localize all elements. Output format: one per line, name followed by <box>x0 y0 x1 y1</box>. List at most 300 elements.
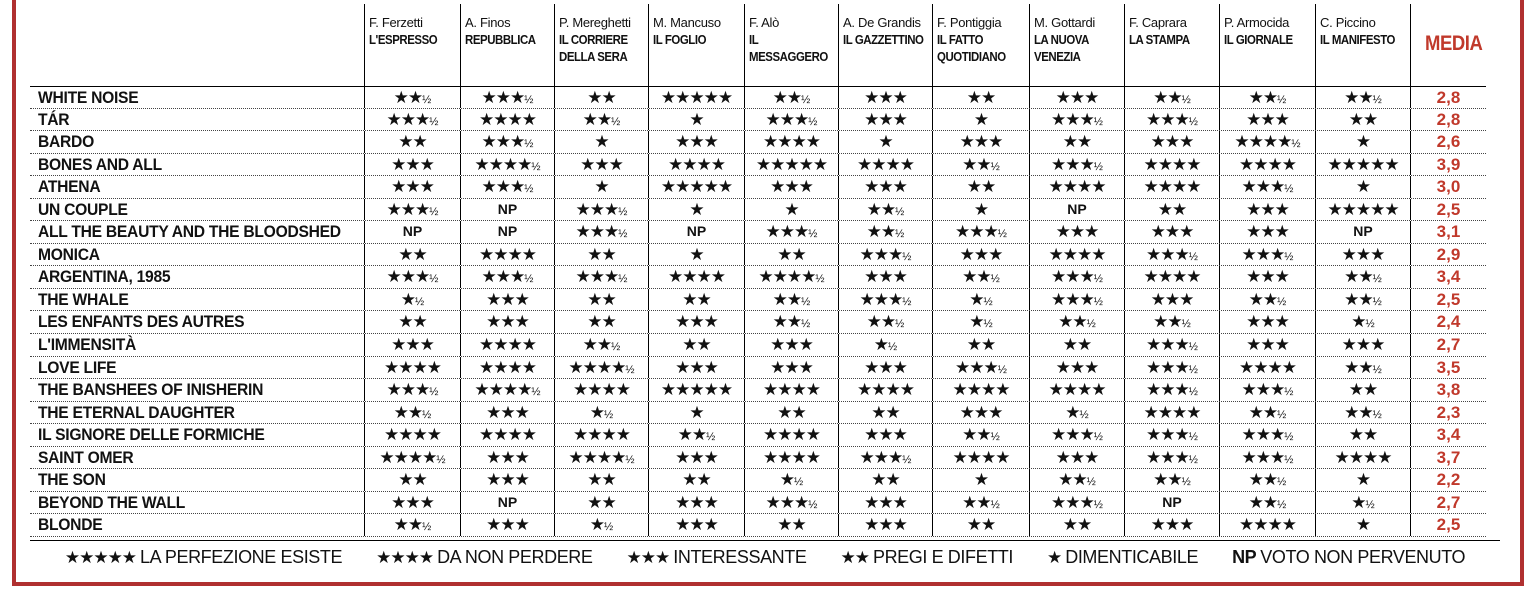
half-star: ½ <box>1365 498 1375 511</box>
film-title: TÁR <box>38 109 70 129</box>
film-title: LES ENFANTS DES AUTRES <box>38 312 245 332</box>
rating-cell: ★★★½ <box>744 109 838 131</box>
half-star: ½ <box>990 431 1000 444</box>
rating-cell: ★ <box>648 244 744 266</box>
rating-cell: ★★★ <box>1219 109 1315 131</box>
newspaper-name: IL GIORNALE <box>1224 32 1293 47</box>
rating-cell: ★★★ <box>460 447 554 469</box>
media-value: 3,7 <box>1410 447 1486 469</box>
rating-cell: ★★★ <box>1315 334 1410 356</box>
rating-cell: ★★½ <box>1124 311 1219 333</box>
half-star: ½ <box>801 318 811 331</box>
legend-item <box>840 547 1013 568</box>
critic-header <box>648 4 744 86</box>
rating-cell: ★★ <box>932 87 1029 108</box>
rating-cell: ★★★½ <box>460 266 554 288</box>
critic-header <box>1219 4 1315 86</box>
rating-cell: ★★★½ <box>1219 176 1315 198</box>
half-star: ½ <box>1093 160 1103 173</box>
half-star: ½ <box>524 94 534 106</box>
half-star: ½ <box>801 295 811 308</box>
rating-cell: ★★½ <box>364 402 460 424</box>
rating-cell: ★½ <box>932 289 1029 311</box>
rating-cell: ★★½ <box>364 514 460 536</box>
half-star: ½ <box>611 341 621 354</box>
rating-cell: ★★★½ <box>1124 109 1219 131</box>
rating-cell: ★★½ <box>744 311 838 333</box>
rating-cell: ★★★½ <box>1124 334 1219 356</box>
rating-cell: ★★★ <box>744 176 838 198</box>
half-star: ½ <box>531 386 541 399</box>
media-value: 2,4 <box>1410 311 1486 333</box>
rating-cell: ★★★★★ <box>648 176 744 198</box>
rating-cell: ★★★½ <box>744 492 838 514</box>
film-title: UN COUPLE <box>38 199 128 219</box>
rating-cell: ★★★ <box>1124 289 1219 311</box>
critic-header <box>1124 4 1219 86</box>
rating-cell: ★★★★ <box>1315 447 1410 469</box>
rating-cell: ★★★½ <box>554 199 648 221</box>
half-star: ½ <box>422 408 432 421</box>
half-star: ½ <box>1079 408 1089 421</box>
rating-cell: ★★½ <box>1315 289 1410 311</box>
rating-cell: ★★★★ <box>744 424 838 446</box>
half-star: ½ <box>415 295 425 308</box>
rating-cell: ★★½ <box>744 289 838 311</box>
rating-cell: ★ <box>1315 514 1410 536</box>
half-star: ½ <box>808 498 818 511</box>
half-star: ½ <box>524 273 534 286</box>
table-row <box>30 311 1486 334</box>
critic-name: A. Finos <box>465 15 511 30</box>
rating-cell: ★★½ <box>554 334 648 356</box>
media-value: 2,8 <box>1410 87 1486 108</box>
media-value: 2,8 <box>1410 109 1486 131</box>
critic-header <box>838 4 932 86</box>
rating-cell: ★★★★★ <box>648 87 744 108</box>
rating-cell: ★★★ <box>1124 221 1219 243</box>
rating-cell: ★★★★★ <box>744 154 838 176</box>
critic-name: F. Pontiggia <box>937 15 1002 30</box>
half-star: ½ <box>604 408 614 421</box>
half-star: ½ <box>1284 250 1294 263</box>
half-star: ½ <box>902 453 912 466</box>
media-value: 2,5 <box>1410 199 1486 221</box>
half-star: ½ <box>1372 295 1382 308</box>
rating-cell: ★★ <box>554 289 648 311</box>
rating-cell: ★★ <box>364 469 460 491</box>
film-title: L'IMMENSITÀ <box>38 335 136 355</box>
rating-cell: ★★½ <box>744 87 838 108</box>
media-label: MEDIA <box>1425 32 1483 55</box>
rating-cell: ★★★★ <box>1029 379 1124 401</box>
rating-cell: ★★ <box>1029 131 1124 153</box>
legend-item <box>376 547 592 568</box>
half-star: ½ <box>1086 476 1096 489</box>
rating-cell: ★★★★ <box>1029 176 1124 198</box>
half-star: ½ <box>618 205 628 218</box>
rating-cell: ★★★½ <box>1219 244 1315 266</box>
rating-cell: ★★★½ <box>554 266 648 288</box>
film-title: IL SIGNORE DELLE FORMICHE <box>38 425 265 445</box>
rating-cell: ★★★ <box>1124 131 1219 153</box>
media-value: 2,5 <box>1410 289 1486 311</box>
rating-cell: ★★★½ <box>1124 244 1219 266</box>
rating-cell: ★★★½ <box>1029 424 1124 446</box>
rating-cell: ★★★★ <box>1124 154 1219 176</box>
critic-header <box>1315 4 1410 86</box>
rating-cell: ★★★½ <box>364 266 460 288</box>
media-value: 2,5 <box>1410 514 1486 536</box>
film-title: MONICA <box>38 244 100 264</box>
rating-cell: ★★½ <box>1315 87 1410 108</box>
rating-cell: ★★★½ <box>744 221 838 243</box>
half-star: ½ <box>1093 498 1103 511</box>
half-star: ½ <box>895 205 905 218</box>
rating-cell: ★★½ <box>838 221 932 243</box>
rating-cell: ★★½ <box>1219 492 1315 514</box>
critics-header <box>364 4 1486 86</box>
rating-cell: ★★ <box>554 311 648 333</box>
rating-cell: ★★★ <box>1219 266 1315 288</box>
rating-cell: ★★★½ <box>364 199 460 221</box>
rating-cell: ★★½ <box>1219 469 1315 491</box>
legend-stars: ★★★★★ <box>64 548 137 567</box>
half-star: ½ <box>604 521 614 534</box>
rating-cell: ★★★½ <box>1124 447 1219 469</box>
rating-cell: ★★½ <box>364 87 460 108</box>
rating-cell: ★★★½ <box>1029 492 1124 514</box>
half-star: ½ <box>429 115 439 128</box>
half-star: ½ <box>1181 476 1191 489</box>
rating-cell: ★★★★ <box>838 154 932 176</box>
half-star: ½ <box>611 115 621 128</box>
legend-item <box>65 547 342 568</box>
rating-cell: ★★★★ <box>364 424 460 446</box>
film-title: BLONDE <box>38 515 103 535</box>
half-star: ½ <box>808 115 818 128</box>
rating-cell: ★ <box>744 199 838 221</box>
rating-cell: ★★ <box>1029 514 1124 536</box>
rating-cell: ★★★ <box>838 424 932 446</box>
rating-cell: ★★★★ <box>932 447 1029 469</box>
rating-cell: ★★★★ <box>1029 244 1124 266</box>
rating-cell: ★★★★ <box>460 334 554 356</box>
rating-cell: ★★★ <box>648 514 744 536</box>
rating-cell: ★ <box>648 199 744 221</box>
half-star: ½ <box>618 228 628 241</box>
rating-cell: ★ <box>838 131 932 153</box>
rating-cell: ★★★ <box>460 289 554 311</box>
rating-cell: ★★½ <box>1124 87 1219 108</box>
media-value: 2,9 <box>1410 244 1486 266</box>
legend-item <box>1232 547 1465 568</box>
rating-cell: ★ <box>648 402 744 424</box>
legend-stars: ★★★ <box>626 548 670 567</box>
critic-name: F. Alò <box>749 15 779 30</box>
rating-cell: ★½ <box>554 402 648 424</box>
critic-header <box>554 4 648 86</box>
rating-cell: ★★½ <box>1219 402 1315 424</box>
rating-cell: ★★★ <box>1029 357 1124 379</box>
rating-cell: ★½ <box>364 289 460 311</box>
half-star: ½ <box>1277 498 1287 511</box>
rating-cell: ★★ <box>554 244 648 266</box>
critic-name: P. Armocida <box>1224 15 1290 30</box>
legend-stars: ★ <box>1046 548 1062 567</box>
rating-cell: ★★½ <box>1029 469 1124 491</box>
rating-cell: ★★½ <box>1219 87 1315 108</box>
rating-cell: ★★½ <box>838 311 932 333</box>
rating-cell: ★★★★ <box>460 244 554 266</box>
half-star: ½ <box>902 250 912 263</box>
half-star: ½ <box>1372 273 1382 286</box>
half-star: ½ <box>895 318 905 331</box>
rating-cell: ★★★½ <box>1029 154 1124 176</box>
rating-cell: ★★★ <box>1219 221 1315 243</box>
table-row <box>30 514 1486 537</box>
half-star: ½ <box>997 228 1007 241</box>
half-star: ½ <box>990 273 1000 286</box>
rating-cell: ★★★ <box>648 311 744 333</box>
film-title: THE ETERNAL DAUGHTER <box>38 402 235 422</box>
half-star: ½ <box>997 363 1007 376</box>
rating-cell: ★ <box>1315 131 1410 153</box>
rating-cell: ★ <box>932 109 1029 131</box>
newspaper-name: LA STAMPA <box>1129 32 1190 47</box>
rating-cell: NP <box>1315 221 1410 243</box>
half-star: ½ <box>1086 318 1096 331</box>
film-title: THE WHALE <box>38 289 129 309</box>
rating-cell: ★★½ <box>1219 289 1315 311</box>
half-star: ½ <box>990 160 1000 173</box>
newspaper-name: IL FATTO QUOTIDIANO <box>937 32 1006 64</box>
critic-header <box>932 4 1029 86</box>
rating-cell: ★★ <box>838 469 932 491</box>
film-title: THE BANSHEES OF INISHERIN <box>38 380 264 400</box>
half-star: ½ <box>1284 386 1294 399</box>
rating-cell: ★★★ <box>1219 311 1315 333</box>
half-star: ½ <box>1291 138 1301 151</box>
rating-cell: ★★ <box>364 311 460 333</box>
table-row <box>30 334 1486 357</box>
half-star: ½ <box>1365 318 1375 331</box>
rating-cell: ★★½ <box>932 266 1029 288</box>
rating-cell: ★★★ <box>932 244 1029 266</box>
rating-cell: ★★★★ <box>932 379 1029 401</box>
media-value: 3,1 <box>1410 221 1486 243</box>
rating-cell: ★★★★ <box>460 357 554 379</box>
rating-cell: ★★ <box>1124 199 1219 221</box>
half-star: ½ <box>1277 295 1287 308</box>
rating-cell: ★½ <box>932 311 1029 333</box>
table-row <box>30 176 1486 199</box>
rating-cell: ★★★ <box>838 109 932 131</box>
rating-cell: ★★½ <box>554 109 648 131</box>
half-star: ½ <box>895 228 905 241</box>
rating-cell: ★ <box>932 199 1029 221</box>
media-header <box>1410 4 1486 86</box>
rating-cell: ★★★★ <box>744 131 838 153</box>
half-star: ½ <box>1188 115 1198 128</box>
rating-cell: ★★★★ <box>1219 514 1315 536</box>
critic-header <box>460 4 554 86</box>
rating-cell: ★★★★ <box>1219 154 1315 176</box>
rating-cell: ★★★½ <box>932 357 1029 379</box>
table-row <box>30 447 1486 470</box>
rating-cell: ★★★★ <box>744 447 838 469</box>
rating-cell: ★★★½ <box>460 131 554 153</box>
rating-cell: ★★★ <box>648 447 744 469</box>
table-row <box>30 266 1486 289</box>
rating-cell: ★★ <box>554 87 648 108</box>
half-star: ½ <box>625 363 635 376</box>
rating-cell: ★★★★½ <box>744 266 838 288</box>
critic-header <box>1029 4 1124 86</box>
rating-cell: ★★★★ <box>460 109 554 131</box>
rating-cell: ★★★½ <box>1029 289 1124 311</box>
rating-cell: ★★★ <box>838 266 932 288</box>
half-star: ½ <box>1188 453 1198 466</box>
rating-cell: ★★ <box>838 402 932 424</box>
rating-cell: ★★½ <box>1124 469 1219 491</box>
critic-header <box>744 4 838 86</box>
rating-cell: ★★★★½ <box>364 447 460 469</box>
half-star: ½ <box>422 521 432 534</box>
film-title: ARGENTINA, 1985 <box>38 267 171 287</box>
rating-cell: ★★★ <box>1315 244 1410 266</box>
rating-cell: ★½ <box>1029 402 1124 424</box>
film-title: LOVE LIFE <box>38 357 117 377</box>
rating-cell: ★ <box>1315 469 1410 491</box>
rating-cell: ★★ <box>554 492 648 514</box>
rating-cell: ★★ <box>744 244 838 266</box>
half-star: ½ <box>1372 408 1382 421</box>
half-star: ½ <box>429 273 439 286</box>
rating-cell: ★★ <box>1315 109 1410 131</box>
newspaper-name: IL FOGLIO <box>653 32 707 47</box>
legend <box>30 540 1500 568</box>
rating-cell: ★★★½ <box>1124 357 1219 379</box>
legend-item <box>627 547 807 568</box>
half-star: ½ <box>888 341 898 354</box>
table-row <box>30 379 1486 402</box>
half-star: ½ <box>1093 431 1103 444</box>
half-star: ½ <box>429 205 439 218</box>
half-star: ½ <box>815 273 825 286</box>
rating-cell: NP <box>1029 199 1124 221</box>
media-value: 2,2 <box>1410 469 1486 491</box>
rating-cell: ★★★½ <box>364 109 460 131</box>
rating-cell: ★½ <box>838 334 932 356</box>
half-star: ½ <box>429 386 439 399</box>
rating-cell: NP <box>460 492 554 514</box>
legend-label: INTERESSANTE <box>673 547 807 567</box>
rating-cell: ★★★ <box>364 492 460 514</box>
rating-cell: ★★★★ <box>744 379 838 401</box>
rating-cell: ★★★★ <box>1124 176 1219 198</box>
rating-cell: ★ <box>648 109 744 131</box>
film-title: ATHENA <box>38 177 101 197</box>
half-star: ½ <box>436 453 446 466</box>
rating-cell: ★★★ <box>1219 199 1315 221</box>
rating-cell: ★★½ <box>1029 311 1124 333</box>
rating-cell: ★★★★½ <box>554 447 648 469</box>
media-value: 3,0 <box>1410 176 1486 198</box>
critic-name: C. Piccino <box>1320 15 1376 30</box>
table-row <box>30 424 1486 447</box>
table-row <box>30 154 1486 177</box>
half-star: ½ <box>794 476 804 489</box>
rating-cell: ★★½ <box>932 154 1029 176</box>
table-row <box>30 109 1486 132</box>
rating-cell: ★★★ <box>1219 334 1315 356</box>
legend-label: VOTO NON PERVENUTO <box>1260 547 1466 567</box>
rating-cell: ★★ <box>648 334 744 356</box>
rating-cell: ★★ <box>648 289 744 311</box>
rating-cell: ★★★½ <box>554 221 648 243</box>
film-title: ALL THE BEAUTY AND THE BLOODSHED <box>38 222 341 242</box>
half-star: ½ <box>1277 476 1287 489</box>
rating-cell: ★★★ <box>648 131 744 153</box>
half-star: ½ <box>1188 363 1198 376</box>
half-star: ½ <box>808 228 818 241</box>
rating-cell: ★★★½ <box>1219 424 1315 446</box>
rating-cell: ★★★★½ <box>554 357 648 379</box>
table-row <box>30 492 1486 515</box>
half-star: ½ <box>801 94 811 106</box>
rating-cell: NP <box>460 221 554 243</box>
rating-cell: ★★★★ <box>554 379 648 401</box>
critic-name: A. De Grandis <box>843 15 921 30</box>
media-value: 2,7 <box>1410 334 1486 356</box>
rating-cell: ★★ <box>744 514 838 536</box>
rating-cell: ★★½ <box>932 424 1029 446</box>
half-star: ½ <box>990 498 1000 511</box>
table-row <box>30 221 1486 244</box>
rating-cell: ★★★ <box>838 87 932 108</box>
rating-cell: ★★★½ <box>1029 266 1124 288</box>
half-star: ½ <box>1284 183 1294 196</box>
rating-cell: ★★ <box>744 402 838 424</box>
rating-cell: ★★★ <box>1029 447 1124 469</box>
half-star: ½ <box>422 94 432 106</box>
rating-cell: ★★★ <box>932 131 1029 153</box>
legend-label: DIMENTICABILE <box>1065 547 1199 567</box>
half-star: ½ <box>1372 94 1382 106</box>
rating-cell: ★★½ <box>1315 357 1410 379</box>
legend-item <box>1047 547 1198 568</box>
half-star: ½ <box>1093 115 1103 128</box>
half-star: ½ <box>1188 341 1198 354</box>
rating-cell: ★★★ <box>364 176 460 198</box>
half-star: ½ <box>1181 318 1191 331</box>
rating-cell: ★★★½ <box>460 176 554 198</box>
half-star: ½ <box>1284 431 1294 444</box>
rating-cell: ★★★½ <box>838 289 932 311</box>
rating-cell: ★★★★½ <box>460 154 554 176</box>
half-star: ½ <box>524 183 534 196</box>
rating-cell: ★★ <box>554 469 648 491</box>
half-star: ½ <box>1181 94 1191 106</box>
rating-cell: ★★★ <box>838 176 932 198</box>
rating-cell: ★★★ <box>648 357 744 379</box>
rating-cell: ★½ <box>744 469 838 491</box>
half-star: ½ <box>1188 386 1198 399</box>
rating-cell: ★★★★★ <box>1315 154 1410 176</box>
rating-cell: ★★★★ <box>648 266 744 288</box>
table-row <box>30 86 1486 109</box>
